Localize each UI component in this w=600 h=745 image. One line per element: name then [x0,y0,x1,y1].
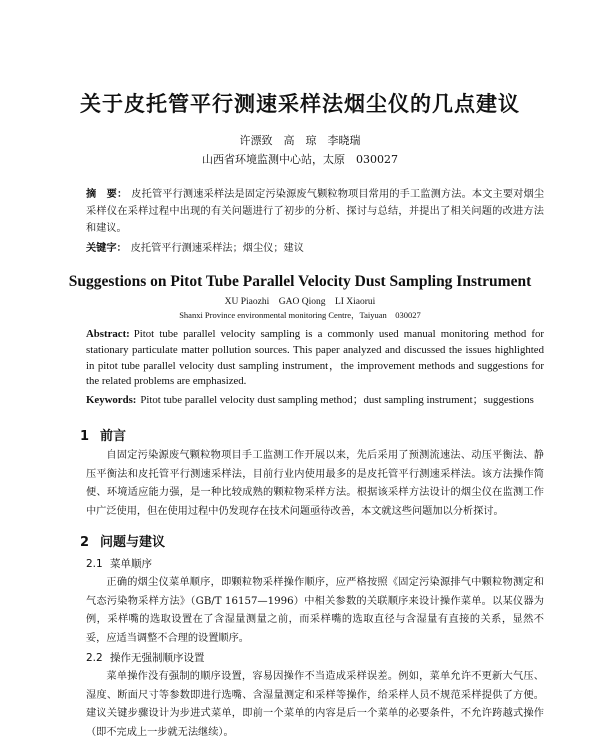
english-affiliation: Shanxi Province environmental monitoring Centre，Taiyuan 030027 [179,310,421,320]
section-heading-1 [80,425,126,444]
abstract-cn-label: 摘 要： [86,188,128,200]
affiliation: 山西省环境监测中心站，太原 030027 [202,153,398,166]
abstract-cn [86,186,544,237]
subsection-2-1-paragraph: 正确的烟尘仪菜单顺序，即颗粒物采样操作顺序，应严格按照《固定污染源排气中颗粒物测定和气态污染物采样方法》（GB/T 16157—1996）中相关参数的关联顺序来设计操作菜单。以某仪器为例，采样嘴的选取设置在了含湿量测量之前，而采样嘴的选取直径与含湿量有直接的关系，显然不妥，应适当调整不合理的设置顺序。 [86,577,544,644]
subsection-number: 2.1 [86,558,103,570]
subsection-title: 操作无强制顺序设置 [110,652,205,664]
paper-title: 关于皮托管平行测速采样法烟尘仪的几点建议 [80,92,520,116]
subsection-heading-2-1 [86,556,152,571]
section-title: 前言 [100,429,127,444]
section-number: 2 [80,535,90,550]
keywords-cn [86,239,544,254]
keywords-en [86,392,544,407]
keywords-en-label: Keywords: [86,394,137,406]
keywords-cn-text: 皮托管平行测速采样法；烟尘仪；建议 [130,243,304,254]
section-1-paragraph: 自固定污染源废气颗粒物项目手工监测工作开展以来，先后采用了预测流速法、动压平衡法、静压平衡法和皮托管平行测速采样法，目前行业内使用最多的是皮托管平行测速采样法。该方法操作简便、环境适应能力强，是一种比较成熟的颗粒物采样方法。根据该采样方法设计的烟尘仪在监测工作中广泛使用，但在使用过程中仍发现存在技术问题亟待改善，本文就这些问题加以分析探讨。 [86,450,544,517]
section-heading-2 [80,531,165,550]
abstract-cn-text: 皮托管平行测速采样法是固定污染源废气颗粒物项目常用的手工监测方法。本文主要对烟尘采样仪在采样过程中出现的有关问题进行了初步的分析、探讨与总结，并提出了相关问题的改进方法和建议。 [86,189,545,234]
subsection-title: 菜单顺序 [110,558,152,570]
english-authors: XU Piaozhi GAO Qiong LI Xiaorui [224,297,376,307]
english-title: Suggestions on Pitot Tube Parallel Velocity Dust Sampling Instrument [68,273,532,290]
subsection-heading-2-2 [86,650,205,665]
section-title: 问题与建议 [100,535,166,550]
section-number: 1 [80,429,90,444]
author-list: 许漂致 高 琼 李晓瑞 [239,134,361,147]
keywords-en-text: Pitot tube parallel velocity dust sampling method；dust sampling instrument；suggestions [140,394,534,406]
keywords-cn-label: 关键字： [86,242,127,254]
abstract-en-label: Abstract: [86,328,130,340]
subsection-2-2-paragraph: 菜单操作没有强制的顺序设置，容易因操作不当造成采样误差。例如，菜单允许不更新大气压、湿度、断面尺寸等参数即进行选嘴、含湿量测定和采样等操作，给采样人员不规范采样提供了方便。建议关键步骤设计为步进式菜单，即前一个菜单的内容是后一个菜单的必要条件，不允许跨越式操作（即不完成上一步就无法继续）。 [86,671,544,738]
abstract-en [86,327,544,390]
abstract-en-text: Pitot tube parallel velocity sampling is a commonly used manual monitoring method for stationary particulate matter pollution sources. This paper analyzed and discussed the issues highlighted in pitot tube parallel velocity dust sampling instrument，the improvement methods and suggestions for the related problems are emphasized. [86,328,544,388]
subsection-number: 2.2 [86,652,103,664]
